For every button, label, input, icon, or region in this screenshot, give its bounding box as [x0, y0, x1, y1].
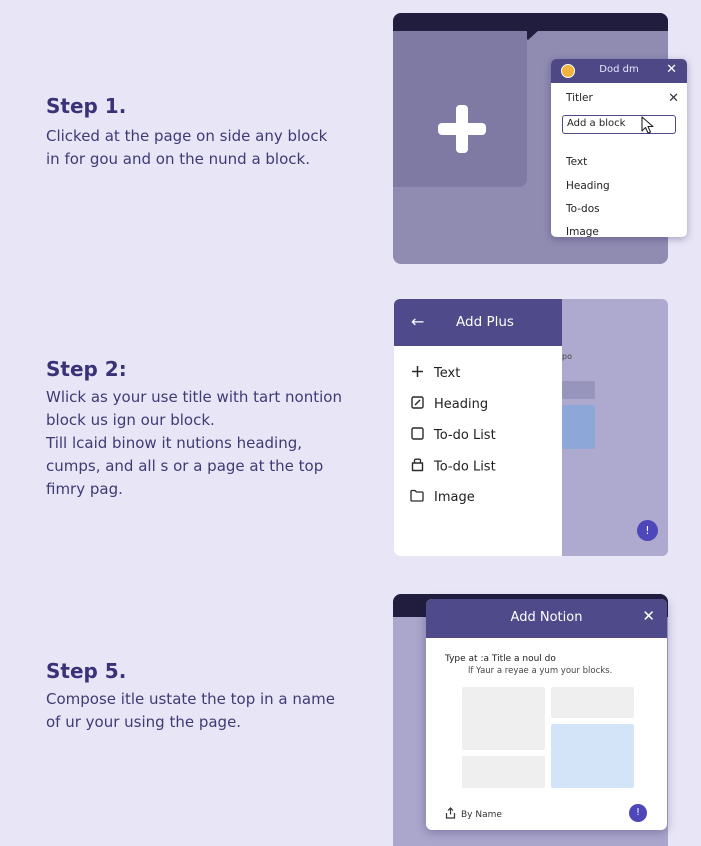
dropdown-item-heading[interactable]: Heading: [566, 180, 610, 192]
add-block-dropdown: [551, 59, 687, 237]
top-bar: [393, 13, 668, 31]
step-2-screenshot-panel: [394, 299, 668, 556]
step-2-description: [46, 386, 366, 501]
menu-item-label: To-do List: [434, 428, 496, 443]
back-arrow-icon[interactable]: ←: [411, 312, 425, 331]
by-name-button[interactable]: [445, 807, 502, 820]
checkbox-icon: [410, 427, 424, 444]
menu-item-text[interactable]: [410, 365, 460, 383]
help-button[interactable]: !: [629, 804, 647, 822]
menu-item-label: Image: [434, 490, 475, 505]
dropdown-item-image[interactable]: Image: [566, 226, 599, 237]
menu-item-label: To-do List: [434, 459, 496, 475]
block-placeholder[interactable]: [551, 687, 634, 718]
add-block-tile[interactable]: [393, 31, 527, 187]
close-icon[interactable]: ✕: [642, 607, 655, 625]
by-name-label: By Name: [461, 810, 502, 820]
modal-title: Add Notion: [510, 610, 583, 625]
close-icon[interactable]: ✕: [666, 62, 677, 77]
bag-icon: [410, 458, 424, 476]
step-2-line: cumps, and all s or a page at the top: [46, 457, 324, 475]
step-1-line: Clicked at the page on side any block: [46, 127, 328, 145]
mouse-cursor-icon: [641, 116, 655, 135]
step-1-description: [46, 125, 366, 171]
dropdown-header: [551, 59, 687, 83]
step-2-title: Step 2:: [46, 357, 127, 381]
background-text: po: [562, 352, 572, 361]
dropdown-header-title: Dod dm: [599, 64, 639, 75]
sheet-title: Add Plus: [456, 314, 514, 330]
edit-square-icon: [410, 396, 424, 413]
modal-instruction: Type at :a Title a noul do: [445, 654, 556, 664]
folder-icon: [410, 489, 424, 506]
step-2-line: block us ign our block.: [46, 411, 215, 429]
step-3-title: Step 5.: [46, 659, 127, 683]
block-placeholder[interactable]: [462, 756, 545, 788]
add-block-input[interactable]: Add a block: [562, 115, 676, 134]
help-button[interactable]: !: [637, 520, 658, 541]
dropdown-item-text[interactable]: Text: [566, 156, 588, 168]
plus-icon: [410, 365, 424, 382]
sheet-header: [394, 299, 562, 346]
background-block: [562, 381, 595, 399]
step-2-line: fimry pag.: [46, 480, 123, 498]
block-placeholder[interactable]: [462, 687, 545, 750]
block-placeholder-selected[interactable]: [551, 724, 634, 788]
step-2-line: Till lcaid binow it nutions heading,: [46, 434, 303, 452]
menu-item-image[interactable]: [410, 489, 475, 507]
step-3-line: Compose itle ustate the top in a name: [46, 690, 335, 708]
step-3-description: [46, 688, 366, 734]
avatar: [561, 64, 575, 78]
dropdown-item-todos[interactable]: To-dos: [566, 203, 600, 215]
step-2-line: Wlick as your use title with tart nontion: [46, 388, 342, 406]
add-notion-modal: [426, 599, 667, 830]
background-card: [562, 405, 595, 449]
modal-subtext: lf Yaur a reyae a yum your blocks.: [468, 666, 613, 676]
step-1-title: Step 1.: [46, 94, 127, 118]
add-plus-sheet: [394, 299, 562, 556]
menu-item-heading[interactable]: [410, 396, 488, 414]
step-1-screenshot-panel: [393, 13, 679, 264]
close-icon[interactable]: ✕: [668, 91, 679, 106]
plus-icon: [456, 105, 468, 153]
menu-item-label: Text: [434, 366, 461, 381]
share-icon: [445, 807, 456, 819]
modal-header: [426, 599, 667, 638]
menu-item-label: Heading: [434, 397, 489, 412]
menu-item-todo-list-2[interactable]: [410, 458, 496, 476]
step-1-line: in for gou and on the nund a block.: [46, 150, 310, 168]
step-3-line: of ur your using the page.: [46, 713, 242, 731]
menu-item-todo-list[interactable]: [410, 427, 496, 445]
title-label: Titler: [566, 92, 593, 104]
